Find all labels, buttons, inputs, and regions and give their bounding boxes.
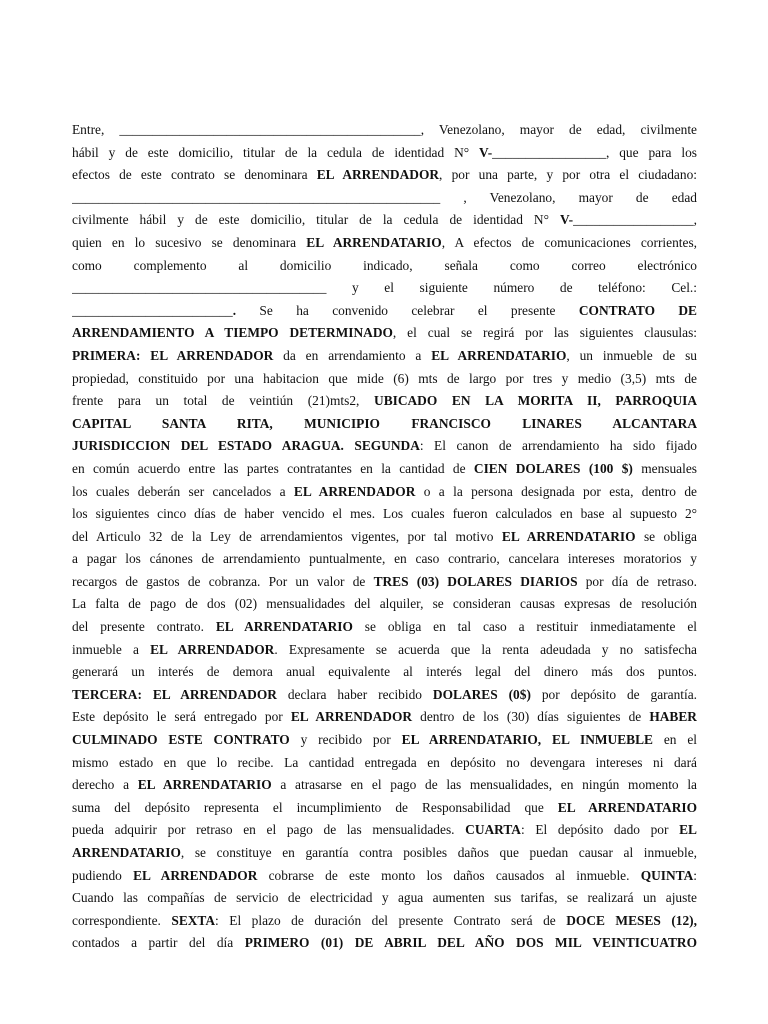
text-line [72,887,697,910]
text-run: , A efectos de comunicaciones corrientes, [441,234,697,250]
text-line [72,413,697,436]
text-run: y recibido por [289,732,402,748]
text-run: Cuando las compañías de servicio de electricidad y agua aumenten sus tarifas, se realizará un ajuste [72,890,697,906]
text-line [72,255,697,278]
bold-text: EL ARRENDATARIO, EL INMUEBLE [401,732,653,748]
bold-text: EL ARRENDADOR [133,867,258,883]
text-run: recargos de gastos de cobranza. Por un valor de [72,573,374,589]
text-run: _______________________________________________________ , Venezolano, mayor de edad [72,189,697,205]
bold-text: SEXTA [171,912,216,928]
bold-text: EL [679,822,697,838]
text-line [72,187,697,210]
text-run: correspondiente. [72,912,172,928]
text-line [72,232,697,255]
text-run: frente para un total de veintiún (21)mts2, [72,393,375,409]
bold-text: JURISDICCION DEL ESTADO ARAGUA. SEGUNDA [72,438,420,454]
bold-text: EL ARRENDATARIO [557,799,697,815]
text-line [72,910,697,933]
bold-text: EL ARRENDATARIO [306,234,442,250]
text-line [72,842,697,865]
text-line [72,458,697,481]
text-line [72,932,697,955]
bold-text: CAPITAL SANTA RITA, MUNICIPIO FRANCISCO LINARES ALCANTARA [72,415,697,431]
text-line [72,164,697,187]
text-run: a atrasarse en el pago de las mensualidades, en ningún momento la [271,777,697,793]
text-run: da en arrendamiento a [273,347,432,363]
text-run: mensuales [632,460,697,476]
text-run: Este depósito le será entregado por [72,709,291,725]
text-line [72,322,697,345]
bold-text: EL ARRENDATARIO [501,528,636,544]
bold-text: EL ARRENDATARIO [215,619,353,635]
text-run: , el cual se regirá por las siguientes clausulas: [392,325,697,341]
text-line [72,481,697,504]
text-run: pudiendo [72,867,134,883]
text-run: dentro de los (30) días siguientes de [412,709,650,725]
text-run: del presente contrato. [72,619,216,635]
text-run: se obliga [635,528,697,544]
text-run: en el [652,732,697,748]
text-run: derecho a [72,777,138,793]
text-run: : El plazo de duración del presente Contrato será de [215,912,567,928]
text-line [72,277,697,300]
text-run: mismo estado en que lo recibe. La cantidad entregada en depósito no devengara intereses ni dará [72,754,697,770]
bold-text: QUINTA [640,867,694,883]
text-run: hábil y de este domicilio, titular de la cedula de identidad N° [72,144,480,160]
text-run: por depósito de garantía. [530,686,697,702]
text-run: inmueble a [72,641,151,657]
text-run: civilmente hábil y de este domicilio, titular de la cedula de identidad N° [72,212,560,228]
bold-text: HABER [649,709,697,725]
text-run: . Expresamente se acuerda que la renta adeudada y no satisfecha [274,641,697,657]
text-line [72,684,697,707]
text-line [72,752,697,775]
text-run: del Articulo 32 de la Ley de arrendamientos vigentes, por tal motivo [72,528,502,544]
text-line [72,548,697,571]
text-run: , un inmueble de su [566,347,697,363]
text-run: propiedad, constituido por una habitacion que mide (6) mts de largo por tres y medio (3,5) mts de [72,370,697,386]
text-run: como complemento al domicilio indicado, señala como correo electrónico [72,257,697,273]
text-line [72,593,697,616]
text-run: ______________________________________ y el siguiente número de teléfono: Cel.: [72,280,697,296]
text-run: , por una parte, y por otra el ciudadano: [439,167,697,183]
bold-text: ARRENDATARIO [72,845,181,860]
text-line [72,345,697,368]
bold-text: EL ARRENDADOR [316,167,440,183]
text-run: , se constituye en garantía contra posibles daños que puedan causar al inmueble, [180,845,697,860]
text-line [72,435,697,458]
text-run: se obliga en tal caso a restituir inmediatamente el [352,619,697,635]
text-run: Entre, _____________________________________________, Venezolano, mayor de edad, civilmente [72,122,697,137]
text-line [72,729,697,752]
bold-text: PRIMERO (01) DE ABRIL DEL AÑO DOS MIL VEINTICUATRO [244,935,697,951]
bold-text: CIEN DOLARES (100 $) [473,460,633,476]
bold-text: ARRENDAMIENTO A TIEMPO DETERMINADO [72,325,393,341]
bold-text: DOLARES (0$) [432,686,531,702]
bold-text: EL ARRENDADOR [293,483,416,499]
text-run: : El depósito dado por [520,822,680,838]
text-line [72,661,697,684]
bold-text: CULMINADO ESTE CONTRATO [72,732,290,748]
text-run: a pagar los cánones de arrendamiento puntualmente, en caso contrario, cancelara intereses moratorios y [72,551,697,567]
text-run: La falta de pago de dos (02) mensualidades del alquiler, se consideran causas expresas de resolución [72,596,697,612]
text-run: los siguientes cinco días de haber vencido el mes. Los cuales fueron calculados en base al supuesto 2° [72,506,697,522]
text-line [72,774,697,797]
bold-text: EL ARRENDATARIO [431,347,567,363]
text-run: generará un interés de demora anual equivalente al interés legal del dinero más dos puntos. [72,664,697,680]
bold-text: V- [559,212,574,228]
text-run: ________________________ [72,302,233,318]
text-run: declara haber recibido [276,686,433,702]
text-line [72,706,697,729]
text-line [72,390,697,413]
text-run: los cuales deberán ser cancelados a [72,483,294,499]
bold-text: . [232,302,237,318]
text-line [72,368,697,391]
bold-text: UBICADO EN LA MORITA II, PARROQUIA [374,393,697,409]
bold-text: CUARTA [465,822,521,838]
bold-text: V- [479,144,493,160]
text-line [72,797,697,820]
bold-text: PRIMERA: EL ARRENDADOR [72,347,274,363]
text-line [72,616,697,639]
text-line [72,209,697,232]
text-line [72,503,697,526]
text-run: cobrarse de este monto los daños causados al inmueble. [257,867,641,883]
text-run: suma del depósito representa el incumplimiento de Responsabilidad que [72,799,558,815]
bold-text: EL ARRENDATARIO [137,777,272,793]
text-run: contados a partir del día [72,935,245,951]
text-run: quien en lo sucesivo se denominara [72,234,307,250]
text-run: o a la persona designada por esta, dentro de [415,483,697,499]
text-line [72,819,697,842]
text-run: Se ha convenido celebrar el presente [236,302,579,318]
text-run: en común acuerdo entre las partes contratantes en la cantidad de [72,460,474,476]
bold-text: EL ARRENDADOR [290,709,413,725]
text-line [72,142,697,165]
text-run: : [693,867,697,883]
bold-text: DOCE MESES (12), [566,912,697,928]
bold-text: TERCERA: EL ARRENDADOR [72,686,277,702]
bold-text: TRES (03) DOLARES DIARIOS [373,573,578,589]
text-run: pueda adquirir por retraso en el pago de las mensualidades. [72,822,466,838]
text-line [72,639,697,662]
bold-text: EL ARRENDADOR [150,641,275,657]
text-run: _________________, que para los [492,144,697,160]
text-run: efectos de este contrato se denominara [72,167,317,183]
text-line [72,119,697,142]
text-run: __________________, [573,212,697,228]
text-run: : El canon de arrendamiento ha sido fijado [419,438,697,454]
text-line [72,571,697,594]
text-line [72,300,697,323]
text-run: por día de retraso. [577,573,697,589]
text-line [72,865,697,888]
text-line [72,526,697,549]
contract-body [72,119,697,955]
bold-text: CONTRATO DE [578,302,697,318]
